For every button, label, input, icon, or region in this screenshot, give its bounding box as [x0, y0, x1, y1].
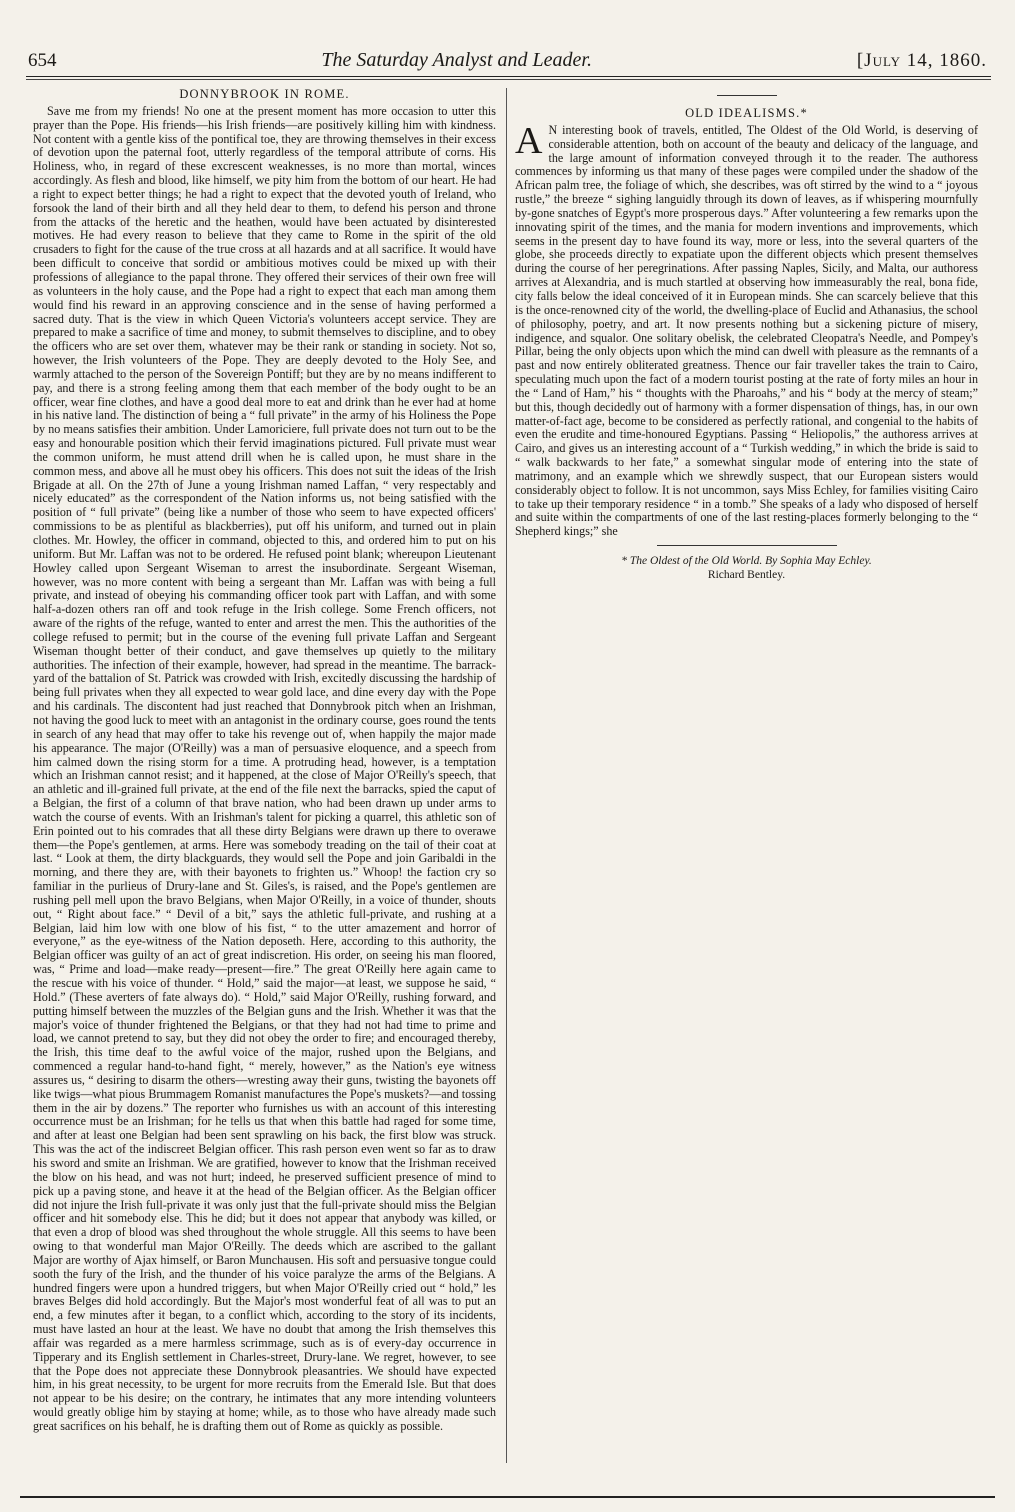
page-number: 654 [28, 50, 57, 71]
footnote-publisher: Richard Bentley. [707, 569, 786, 582]
page-header [28, 38, 987, 72]
bottom-rule [20, 1496, 995, 1498]
publication-title: The Saturday Analyst and Leader. [321, 49, 592, 71]
article-heading-donnybrook: DONNYBROOK IN ROME. [179, 87, 350, 101]
article-body-donnybrook: Save me from my friends! No one at the present moment has more occasion to utter this prayer than the Pope. His friends—his Irish friends—are positively killing him with kindness. Not content with a gentle kiss of the pontifical toe, they are throwing themselves in their excess of devotion upon the paternal foot, utterly regardless of the temporal attribute of corns. His Holiness, who, in regard of these excrescent weaknesses, is no more than mortal, winces accordingly. As flesh and blood, like himself, we pity him from the bottom of our heart. He had a right to expect better things; he had a right to expect that the devoted youth of Ireland, who forsook the land of their birth and all they held dear to them, to defend his person and throne from the attacks of the heretic and the heathen, would have been actuated by disinterested motives. He had every reason to believe that they came to Rome in the spirit of the old crusaders to fight for the cause of the true cross at all hazards and at all sacrifice. It would have been difficult to conceive that sordid or ambitious motives could be mixed up with their professions of allegiance to the papal throne. They offered their services of their own free will as volunteers in the holy cause, and the Pope had a right to expect that each man among them would find his reward in an approving conscience and in the sense of having performed a sacred duty. That is the view in which Queen Victoria's volunteers accept service. They are prepared to make a sacrifice of time and money, to submit themselves to discipline, and to obey the officers who are set over them, whatever may be their rank or standing in society. Not so, however, the Irish volunteers of the Pope. They are deeply devoted to the Holy See, and warmly attached to the person of the Sovereign Pontiff; but they are by no means indifferent to pay, and there is a strong feeling among them that each member of the body ought to be an officer, wear fine clothes, and have a good deal more to eat and drink than he ever had at home in his native land. The distinction of being a “ full private” in the army of his Holiness the Pope by no means satisfies their ambition. Under Lamoriciere, full private does not turn out to be the easy and honourable position which their fervid imaginations pictured. Full private must wear the common uniform, he must attend drill when he is called upon, he must share in the common mess, and above all he must obey his officers. This does not suit the ideas of the Irish Brigade at all. On the 27th of June a young Irishman named Laffan, “ very respectably and nicely educated” as the correspondent of the Nation informs us, not being satisfied with the position of “ full private” (being like a number of those who seem to have expected officers' commissions to be as plentiful as blackberries), put off his uniform, and turned out in plain clothes. Mr. Howley, the officer in command, objected to this, and ordered him to put on his uniform. But Mr. Laffan was not to be ordered. He refused point blank; whereupon Lieutenant Howley called upon Sergeant Wiseman to arrest the insubordinate. Sergeant Wiseman, however, was no more content with being a sergeant than Mr. Laffan was with being a full private, and instead of obeying his commanding officer took part with Laffan, and with some half-a-dozen others ran off and took refuge in the Irish college. Some French officers, not aware of the rights of the refuge, wanted to enter and arrest the men. This the authorities of the college refused to permit; but in the course of the evening full private Laffan and Sergeant Wiseman thought better of their conduct, and gave themselves up quietly to the military authorities. The infection of their example, however, had spread in the meantime. The barrack-yard of the battalion of St. Patrick was crowded with Irish, excitedly discussing the hardship of being full privates when they all expected to wear gold lace, and dine every day with the Pope and his cardinals. The discontent had just reached that Donnybrook pitch when an Irishman, not having the good luck to meet with an antagonist in the ordinary course, goes round the tents in search of any head that may offer to take his revenge out of, when happily the major made his appearance. The major (O'Reilly) was a man of persuasive eloquence, and a speech from him calmed down the rising storm for a time. A protruding head, however, is a temptation which an Irishman cannot resist; and it happened, at the close of Major O'Reilly's speech, that an athletic and ill-grained full private, at the end of the file next the barracks, spied the caput of a Belgian, the first of a column of that brave nation, who had been drawn up under arms to watch the course of events. With an Irishman's talent for picking a quarrel, this athletic son of Erin pointed out to his comrades that all these dirty Belgians were drawn up there to overawe them—the Pope's gentlemen, at arms. Here was somebody treading on the tail of their coat at last. “ Look at them, the dirty blackguards, they would sell the Pope and join Garibaldi in the morning, and there they are, with their bayonets to frighten us.” Whoop! the faction cry so familiar in the purlieus of Drury-lane and St. Giles's, is raised, and the Pope's gentlemen are rushing pell mell upon the bravo Belgians, when Major O'Reilly, in a voice of thunder, shouts out, “ Right about face.” “ Devil of a bit,” says the athletic full-private, and rushing at a Belgian, laid him low with one blow of his fist, “ to the utter amazement and horror of everyone,” as the eye-witness of the Nation deposeth. Here, according to this authority, the Belgian officer was guilty of an act of great indiscretion. His order, on seeing his man floored, was, “ Prime and load—make ready—present—fire.” The great O'Reilly here again came to the rescue with his voice of thunder. “ Hold,” said the major—at least, we suppose he said, “ Hold.” (These averters of fate always do). “ Hold,” said Major O'Reilly, rushing forward, and putting himself between the muzzles of the Belgian guns and the Irish. Whether it was that the major's voice of thunder frightened the Belgians, or that they had not had time to prime and load, we cannot pretend to say, but they did not obey the order to fire; and encouraged thereby, the Irish, this time deaf to the awful voice of the major, rushed upon the Belgians, and commenced a regular hand-to-hand fight, “ merely, however,” as the Nation's eye witness assures us, “ desiring to disarm the others—wresting away their guns, twisting the bayonets off like twigs—what pious Brummagem Romanist manufactures the Pope's muskets?—and tossing them in the air by dozens.” The reporter who furnishes us with an account of this interesting occurrence must be an Irishman; for he tells us that when this battle had raged for some time, and after at least one Belgian had been sent sprawling on his back, the first blow was struck. This was the act of the indiscreet Belgian officer. This rash person even went so far as to draw his sword and smite an Irishman. We are gratified, however to know that the Irishman received the blow on his head, and was not hurt; indeed, he preserved sufficient presence of mind to pick up a paving stone, and heave it at the head of the Belgian officer. As the Belgian officer did not injure the Irish full-private it was only just that the full-private should miss the Belgian officer and hit somebody else. This he did; but it does not appear that anybody was killed, or that even a drop of blood was shed throughout the whole struggle. All this seems to have been owing to that wonderful man Major O'Reilly. The deeds which are ascribed to the gallant Major are worthy of Ajax himself, or Baron Munchausen. His soft and persuasive tongue could sooth the fury of the Irish, and the thunder of his voice paralyze the arms of the Belgians. A hundred fingers were upon a hundred triggers, but when Major O'Reilly cried out “ hold,” les braves Belges did hold accordingly. But the Major's most wonderful feat of all was to put an end, a few minutes after it began, to a conflict which, according to the story of its incidents, must have lasted an hour at the least. We have no doubt that among the Irish themselves this affair was regarded as a mere harmless scrimmage, such as is of every-day occurrence in Tipperary and its English settlement in Charles-street, Drury-lane. We regret, however, to see that the Pope does not appreciate these Donnybrook pleasantries. We should have expected him, in his great necessity, to be urgent for more recruits from the Emerald Isle. But that does not appear to be his desire; on the contrary, he intimates that any more intending volunteers would greatly oblige him by staying at home; while, as to those who have already made such great sacrifices on his behalf, he is drafting them out of Rome as quickly as possible. [33, 103, 496, 1433]
footnote-rule [657, 545, 837, 546]
footnote-citation: * The Oldest of the Old World. By Sophia May Echley. [621, 555, 872, 568]
article-body-old-idealisms: N interesting book of travels, entitled, The Oldest of the Old World, is deserving of considerable attention, both on account of the beauty and delicacy of the language, and the large amount of information conveyed through it to the reader. The authoress commences by informing us that many of these pages were compiled under the shadow of the African palm tree, the foliage of which, she describes, was oft stirred by the wind to a “ joyous rustle,” the breeze “ sighing languidly through its down of leaves, as if whispering mournfully by-gone snatches of Egypt's more prosperous days.” After volunteering a few remarks upon the innovating spirit of the times, and the mania for modern inventions and improvements, which seems in the present day to have found its way, more or less, into the several quarters of the globe, she proceeds directly to expatiate upon the different objects which present themselves during the course of her peregrinations. After passing Naples, Sicily, and Malta, our authoress arrives at Alexandria, and is much startled at observing how immeasurably the real, bona fide, city falls below the ideal conceived of it in European minds. She can scarcely believe that this is the once-renowned city of the world, the dwelling-place of Euclid and Athanasius, the school of philosophy, poetry, and art. It now presents nothing but a sickening picture of misery, indigence, and squalor. One solitary obelisk, the celebrated Cleopatra's Needle, and Pompey's Pillar, being the only objects upon which the mind can dwell with pleasure as the remnants of a past and now entirely obliterated greatness. Thence our fair traveller takes the train to Cairo, speculating much upon the fact of a modern tourist posting at the rate of forty miles an hour in the “ Land of Ham,” his “ thoughts with the Pharoahs,” and his “ body at the mercy of steam;” but this, though decidedly out of harmony with a former dispensation of things, has, in our own matter-of-fact age, become to be considered as perfectly rational, and congenial to the habits of even the erudite and time-honoured Egyptians. Passing “ Heliopolis,” the authoress arrives at Cairo, and gives us an interesting account of a “ Turkish wedding,” in which the bride is said to “ walk backwards to her fate,” a somewhat singular mode of entering into the state of matrimony, and an example which we shrewdly suspect, that our European sisters would considerably object to follow. It is not uncommon, says Miss Echley, for families visiting Cairo to take up their temporary residence “ in a tomb.” She speaks of a lady who disposed of herself and suite within the compartments of one of the last resting-places formerly belonging to the “ Shepherd kings;” she [515, 122, 978, 539]
section-rule [717, 95, 777, 96]
left-column [33, 88, 496, 1434]
article-old-idealisms [515, 119, 978, 539]
right-column [515, 88, 978, 582]
issue-date: [July 14, 1860. [856, 50, 987, 71]
article-heading-old-idealisms: OLD IDEALISMS.* [685, 106, 808, 120]
column-divider [506, 88, 507, 1463]
drop-cap: A [515, 119, 543, 162]
header-rule [26, 76, 991, 77]
header-rule-secondary [26, 79, 991, 80]
footnote [515, 554, 978, 582]
